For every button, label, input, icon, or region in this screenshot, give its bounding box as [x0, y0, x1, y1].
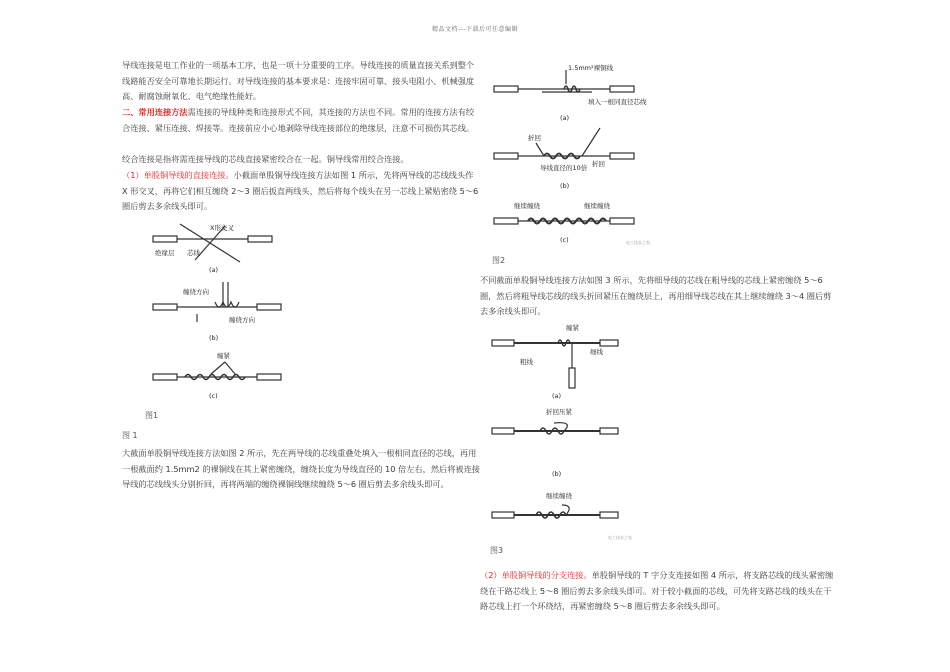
p3-paragraph: 不同截面单股铜导线连接方法如图 3 所示，先将细导线的芯线在粗导线的芯线上紧密缠绕 5～6 圈，然后将粗导线芯线的线头折回紧压在缠绕层上，再用细导线芯线在其上继续缠绕 3～4 圈后剪去多余线头即可。: [480, 275, 832, 316]
fig2-b-caption: (b): [560, 182, 570, 190]
fig3-a-label-3: 粗线: [520, 358, 533, 366]
figure-1-diagram: [145, 222, 285, 402]
fig1-b-label-1: 缠绕方向: [183, 288, 209, 296]
section2-body: 需连接的导线种类和连接形式不同，其连接的方法也不同。常用的连接方法有绞合连接、紧压连接、焊接等。连接前应小心地剥除导线连接部位的绝缘层，注意不可损伤其芯线。: [122, 107, 475, 133]
page-header: 精品文档---下载后可任意编辑: [432, 26, 518, 33]
fig3-a-label-2: 细线: [590, 348, 603, 356]
fig1-b-label-2: 缠绕方向: [229, 316, 255, 324]
figure-1-inner-caption: 图1: [145, 411, 159, 420]
p4-paragraph: [480, 568, 838, 615]
fig1-c-label: 缠紧: [217, 352, 230, 360]
p2-paragraph: 大截面单股铜导线连接方法如图 2 所示，先在两导线的芯线重叠处填入一根相同直径的芯线，再用一根截面约 1.5mm2 的裸铜线在其上紧密缠绕，缠绕长度为导线直径的 10 倍左右，然后将被连接导线的芯线线头分别折回，再将两端的缠绕裸铜线继续缠绕 5～6 圈后剪去多余线头即可。: [122, 448, 480, 489]
fig2-b-label-2: 导线直径的10倍: [540, 164, 588, 172]
p4-body: 单股铜导线的 T 字分支连接如图 4 所示，将支路芯线的线头紧密缠绕在干路芯线上 5～8 圈后剪去多余线头即可。对于较小截面的芯线，可先将支路芯线的线头在干路芯线上打一个环绕结，再紧密缠绕 5～8 圈后剪去多余线头即可。: [480, 570, 834, 611]
p1-title: 单股铜导线的直接连接。: [143, 170, 234, 180]
p4-title: 单股铜导线的分支连接。: [501, 570, 592, 580]
fig1-a-caption: (a): [209, 266, 219, 274]
figure-3-caption: 图3: [490, 546, 504, 555]
section2-title: 二、常用连接方法: [122, 107, 188, 117]
fig2-c-label-1: 继续缠绕: [514, 202, 540, 210]
twist-paragraph: 绞合连接是指将需连接导线的芯线直接紧密绞合在一起。铜导线常用绞合连接。: [122, 154, 409, 164]
p1-number: （1）: [122, 170, 144, 180]
figure-2-diagram: [492, 58, 650, 248]
fig3-b-label: 折回压紧: [546, 408, 572, 416]
fig2-watermark: 电工技术之家: [626, 240, 650, 245]
fig1-b-caption: (b): [209, 334, 219, 342]
fig1-a-label-insulation: 绝缘层: [155, 249, 175, 257]
figure-2-caption: 图2: [492, 256, 506, 265]
fig2-a-label-1: 1.5mm²裸铜线: [568, 64, 614, 72]
fig3-a-label-1: 缠紧: [566, 324, 579, 332]
fig3-a-caption: (a): [552, 392, 562, 400]
fig2-b-label-3: 折回: [592, 160, 605, 168]
fig3-b-caption: (b): [552, 470, 562, 478]
fig2-b-label-1: 折回: [528, 134, 541, 142]
p1-body: 小截面单股铜导线连接方法如图 1 所示，先将两导线的芯线线头作 X 形交叉，再将它们相互缠绕 2～3 圈后扳直两线头，然后将每个线头在另一芯线上紧贴密绕 5～6 圈后剪去多余线头即可。: [122, 170, 479, 211]
fig1-a-label-x: X形交叉: [210, 224, 234, 232]
fig1-a-label-core: 芯线: [187, 249, 200, 257]
fig2-a-caption: (a): [560, 114, 570, 122]
fig2-a-label-2: 填入一根同直径芯线: [588, 98, 647, 106]
fig3-watermark: 电工技术之家: [608, 535, 632, 540]
figure-3-diagram: [490, 320, 632, 540]
section2-paragraph: [122, 105, 480, 136]
p1-paragraph: [122, 168, 480, 215]
p4-number: （2）: [480, 570, 502, 580]
fig2-c-label-2: 继续缠绕: [584, 202, 610, 210]
fig1-c-caption: (c): [209, 392, 218, 400]
intro-paragraph: 导线连接是电工作业的一项基本工序，也是一项十分重要的工序。导线连接的质量直接关系到整个线路能否安全可靠地长期运行。对导线连接的基本要求是：连接牢固可靠、接头电阻小、机械强度高、耐腐蚀耐氧化、电气绝缘性能好。: [122, 60, 475, 101]
fig2-c-caption: (c): [560, 236, 569, 244]
fig3-c-label: 继续缠绕: [546, 492, 572, 500]
figure-1-caption: 图 1: [122, 431, 138, 440]
